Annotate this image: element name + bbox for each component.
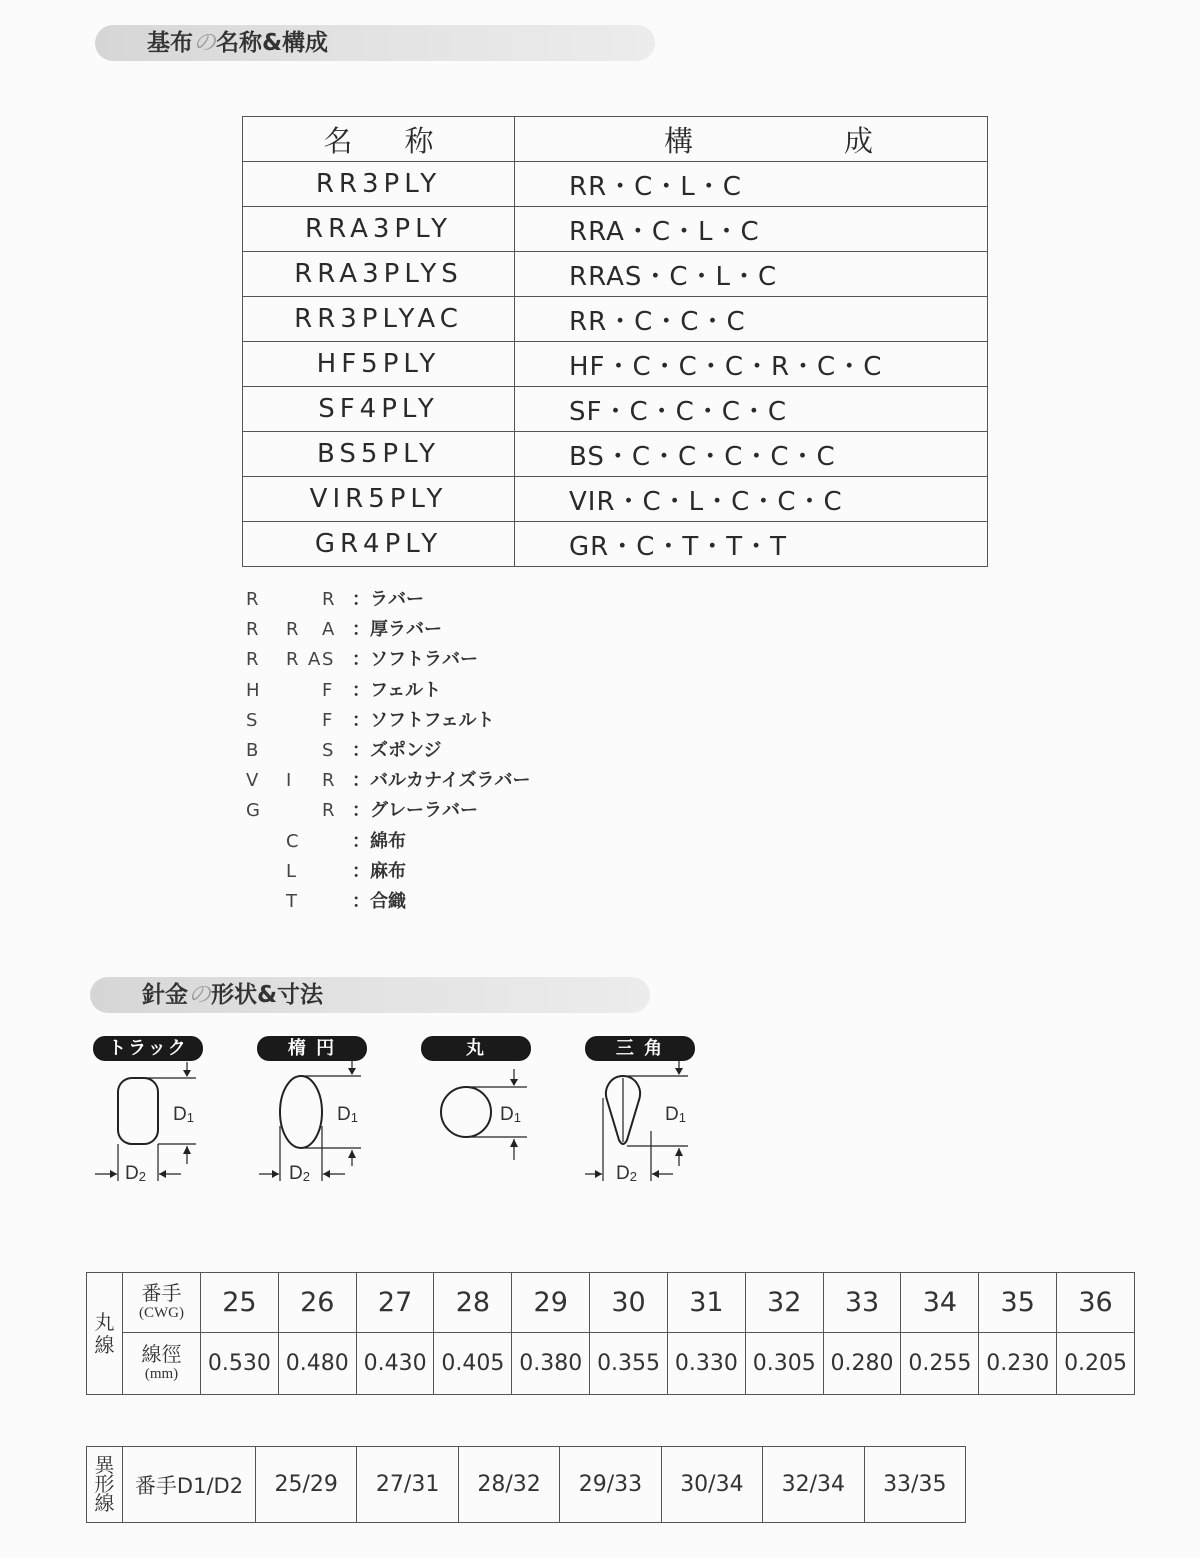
gauge-label: 番手 (CWG): [123, 1273, 201, 1333]
shaped-gauge-cell: 28/32: [458, 1447, 559, 1523]
legend-code-letter: R: [286, 649, 299, 671]
legend-code-letter: F: [322, 679, 333, 701]
legend-code-letter: H: [246, 679, 260, 701]
shaped-row: [87, 1447, 966, 1523]
shape-label: 楕 円: [257, 1036, 367, 1061]
ply-name: RRA3PLYS: [243, 252, 515, 297]
legend-item: [246, 706, 566, 736]
track-shape-diagram: [93, 1036, 233, 1186]
shape-label: 丸: [421, 1036, 531, 1061]
legend-description: ：厚ラバー: [352, 619, 442, 641]
gauge-row: [87, 1273, 1135, 1333]
gauge-cell: 29: [512, 1273, 590, 1333]
legend: [246, 585, 566, 917]
legend-code-letter: G: [246, 800, 260, 822]
ply-composition: VIR・C・L・C・C・C: [515, 477, 988, 522]
gauge-cell: 30: [590, 1273, 668, 1333]
legend-description: ：ズポンジ: [352, 739, 442, 761]
section-header-wire: [90, 977, 650, 1013]
legend-description: ：ソフトフェルト: [352, 709, 495, 731]
legend-description: ：ラバー: [352, 589, 424, 610]
ply-name: RR3PLYAC: [243, 297, 515, 342]
shaped-wire-table: [86, 1446, 966, 1523]
diameter-cell: 0.255: [901, 1333, 979, 1395]
svg-text:D1: D1: [500, 1104, 521, 1125]
ply-composition: BS・C・C・C・C・C: [515, 432, 988, 477]
ply-composition: HF・C・C・C・R・C・C: [515, 342, 988, 387]
round-wire-table: [86, 1272, 1135, 1395]
gauge-cell: 25: [201, 1273, 279, 1333]
table-header-row: [243, 117, 988, 162]
table-row: [243, 342, 988, 387]
table-row: [243, 207, 988, 252]
diameter-cell: 0.405: [434, 1333, 512, 1395]
gauge-cell: 33: [823, 1273, 901, 1333]
svg-text:D2: D2: [616, 1163, 637, 1184]
shape-oval: [257, 1036, 397, 1186]
composition-table: [242, 116, 988, 567]
shaped-gauge-cell: 32/34: [763, 1447, 864, 1523]
gauge-cell: 26: [278, 1273, 356, 1333]
gauge-cell: 31: [667, 1273, 745, 1333]
legend-item: [246, 766, 566, 796]
legend-description: ：バルカナイズラバー: [352, 770, 531, 792]
section-title-b: 名称&構成: [216, 30, 329, 56]
gauge-cell: 36: [1057, 1273, 1135, 1333]
legend-item: [246, 857, 566, 887]
shaped-gauge-cell: 33/35: [864, 1447, 965, 1523]
legend-item: [246, 887, 566, 917]
gauge-cell: 32: [745, 1273, 823, 1333]
table-row: [243, 432, 988, 477]
legend-code-letter: S: [322, 649, 334, 671]
legend-code-letter: R: [246, 619, 259, 641]
legend-item: [246, 676, 566, 706]
ply-name: HF5PLY: [243, 342, 515, 387]
section-title-a: 針金: [142, 982, 188, 1008]
table-row: [243, 477, 988, 522]
legend-code-letter: R: [286, 619, 299, 641]
ply-name: VIR5PLY: [243, 477, 515, 522]
legend-code-letter: R: [246, 649, 259, 671]
diameter-cell: 0.355: [590, 1333, 668, 1395]
legend-item: [246, 827, 566, 857]
table-row: [243, 252, 988, 297]
triangle-shape-diagram: [585, 1036, 725, 1186]
legend-code-letter: B: [246, 739, 259, 761]
legend-code-letter: A: [322, 619, 335, 641]
legend-description: ：グレーラバー: [352, 800, 478, 822]
legend-description: ：合織: [352, 890, 406, 912]
legend-code-letter: V: [246, 770, 259, 792]
svg-text:D1: D1: [665, 1104, 686, 1125]
svg-text:D1: D1: [173, 1104, 194, 1125]
ply-name: RRA3PLY: [243, 207, 515, 252]
diameter-cell: 0.280: [823, 1333, 901, 1395]
header-composition: 構 成: [515, 117, 988, 162]
legend-code-letter: R: [246, 589, 259, 610]
svg-text:D2: D2: [289, 1163, 310, 1184]
header-name: 名 称: [243, 117, 515, 162]
shaped-gauge-cell: 29/33: [560, 1447, 661, 1523]
shape-triangle: [585, 1036, 725, 1186]
diameter-cell: 0.480: [278, 1333, 356, 1395]
shape-round: [421, 1036, 561, 1186]
round-shape-diagram: [421, 1036, 561, 1186]
legend-code-letter: I: [286, 770, 292, 792]
legend-item: [246, 736, 566, 766]
ply-name: RR3PLY: [243, 162, 515, 207]
legend-code-letter: R: [322, 800, 335, 822]
diameter-cell: 0.305: [745, 1333, 823, 1395]
legend-code-letter: A: [308, 649, 321, 671]
ply-name: SF4PLY: [243, 387, 515, 432]
gauge-cell: 35: [979, 1273, 1057, 1333]
shape-track: [93, 1036, 233, 1186]
legend-description: ：フェルト: [352, 679, 442, 701]
gauge-cell: 27: [356, 1273, 434, 1333]
shaped-gauge-cell: 25/29: [256, 1447, 357, 1523]
legend-code-letter: R: [322, 589, 335, 610]
diameter-cell: 0.330: [667, 1333, 745, 1395]
table-row: [243, 387, 988, 432]
legend-description: ：ソフトラバー: [352, 649, 478, 671]
shaped-gauge-cell: 27/31: [357, 1447, 458, 1523]
round-wire-side-label: 丸 線: [87, 1273, 123, 1395]
svg-text:D1: D1: [337, 1104, 358, 1125]
legend-code-letter: L: [286, 860, 297, 882]
shaped-gauge-label: 番手D1/D2: [123, 1447, 256, 1523]
oval-shape-diagram: [257, 1036, 397, 1186]
legend-code-letter: R: [322, 770, 335, 792]
legend-code-letter: T: [286, 890, 297, 912]
shaped-wire-side-label: 異 形 線: [87, 1447, 123, 1523]
gauge-cell: 28: [434, 1273, 512, 1333]
section-title-b: 形状&寸法: [211, 982, 324, 1008]
diameter-label: 線徑 (mm): [123, 1333, 201, 1395]
legend-code-letter: C: [286, 830, 299, 852]
ply-composition: RRA・C・L・C: [515, 207, 988, 252]
section-title-no: の: [188, 982, 211, 1008]
legend-item: [246, 615, 566, 645]
legend-item: [246, 585, 566, 615]
legend-code-letter: S: [322, 739, 334, 761]
section-title-no: の: [193, 30, 216, 56]
diameter-cell: 0.530: [201, 1333, 279, 1395]
diameter-cell: 0.430: [356, 1333, 434, 1395]
legend-description: ：綿布: [352, 830, 406, 852]
ply-composition: RR・C・L・C: [515, 162, 988, 207]
ply-name: GR4PLY: [243, 522, 515, 567]
legend-code-letter: F: [322, 709, 333, 731]
table-row: [243, 162, 988, 207]
legend-item: [246, 645, 566, 675]
gauge-cell: 34: [901, 1273, 979, 1333]
table-row: [243, 297, 988, 342]
ply-composition: RR・C・C・C: [515, 297, 988, 342]
shaped-gauge-cell: 30/34: [661, 1447, 762, 1523]
diameter-cell: 0.230: [979, 1333, 1057, 1395]
diameter-cell: 0.205: [1057, 1333, 1135, 1395]
diameter-cell: 0.380: [512, 1333, 590, 1395]
section-header-fabric: [95, 25, 655, 61]
section-title-a: 基布: [147, 30, 193, 56]
shape-label: 三 角: [585, 1036, 695, 1061]
svg-text:D2: D2: [125, 1163, 146, 1184]
legend-description: ：麻布: [352, 860, 406, 882]
table-row: [243, 522, 988, 567]
ply-composition: RRAS・C・L・C: [515, 252, 988, 297]
legend-item: [246, 796, 566, 826]
ply-composition: GR・C・T・T・T: [515, 522, 988, 567]
legend-code-letter: S: [246, 709, 258, 731]
ply-composition: SF・C・C・C・C: [515, 387, 988, 432]
diameter-row: [87, 1333, 1135, 1395]
ply-name: BS5PLY: [243, 432, 515, 477]
shape-label: トラック: [93, 1036, 203, 1061]
